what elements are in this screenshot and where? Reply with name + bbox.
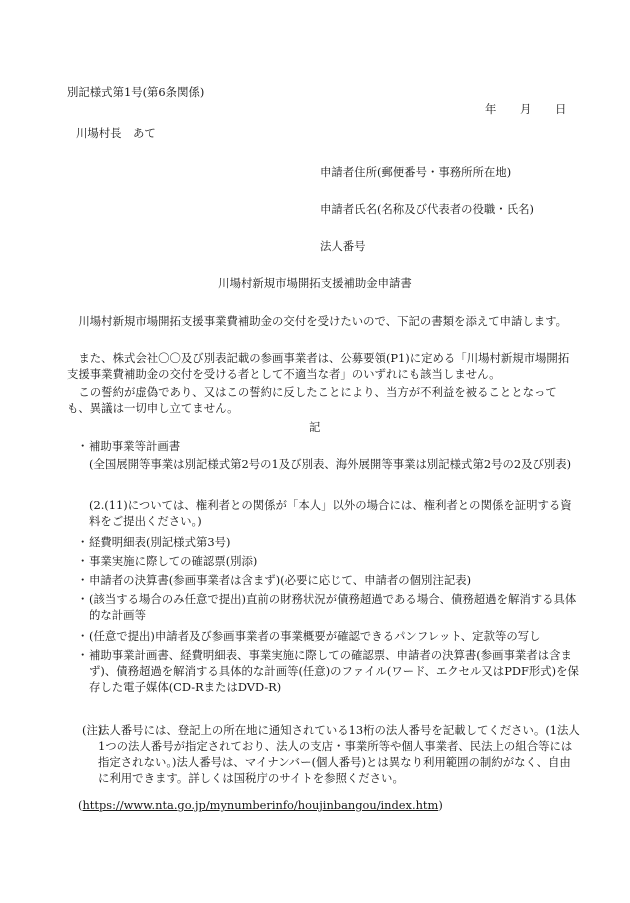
ki-heading: 記 [309, 420, 321, 434]
list-item-text: 補助事業計画書、経費明細表、事業実施に際しての確認票、申請者の決算書(参画事業者は含まず)、債務超過を解消する具体的な計画等(任意)のファイル(ワード、エクセル又はPDF形式)を保存した電子媒体(CD-RまたはDVD-R) [89, 648, 579, 694]
list-subitem: (2.(11)については、権利者との関係が「本人」以外の場合には、権利者との関係を証明する資料をご提出ください。) [89, 498, 572, 528]
pledge-paragraph: また、株式会社〇〇及び別表記載の参画事業者は、公募要領(P1)に定める「川場村新規市場開拓支援事業費補助金の交付を受ける者として不適当な者」のいずれにも該当しません。 [67, 351, 570, 381]
corporate-number-label: 法人番号 [320, 239, 366, 253]
list-item-text: 補助事業等計画書 [89, 439, 181, 453]
date-year: 年 [485, 102, 497, 116]
url-open-paren: ( [78, 798, 83, 812]
nta-url-link[interactable]: https://www.nta.go.jp/mynumberinfo/houjinbangou/index.htm [82, 798, 439, 812]
bullet-mark: ・ [77, 439, 89, 453]
form-label: 別記様式第1号(第6条関係) [67, 85, 205, 99]
date-day: 日 [555, 102, 567, 116]
document-title: 川場村新規市場開拓支援補助金申請書 [218, 276, 412, 290]
list-item [77, 534, 582, 550]
note-lead: (注) [82, 723, 103, 737]
note-text: 法人番号には、登記上の所在地に通知されている13桁の法人番号を記載してください。(1法人1つの法人番号が指定されており、法人の支店・事業所等や個人事業者、民法上の組合等には指定されない。)法人番号は、マイナンバー(個人番号)とは異なり利用範囲の制約がなく、自由に利用できます。詳しくは国税庁のサイトを参照ください。 [98, 723, 580, 785]
applicant-address-label: 申請者住所(郵便番号・事務所所在地) [320, 165, 512, 179]
intro-paragraph: 川場村新規市場開拓支援事業費補助金の交付を受けたいので、下記の書類を添えて申請します。 [78, 314, 568, 328]
list-item-text: (任意で提出)申請者及び参画事業者の事業概要が確認できるパンフレット、定款等の写し [89, 629, 541, 643]
pledge-paragraph-2: この誓約が虚偽であり、又はこの誓約に反したことにより、当方が不利益を被ることとなっても、異議は一切申し立てません。 [67, 385, 557, 415]
list-item-text: 経費明細表(別記様式第3号) [89, 535, 231, 549]
list-subitem: (全国展開等事業は別記様式第2号の1及び別表、海外展開等事業は別記様式第2号の2及び別表) [89, 457, 572, 471]
list-item [77, 438, 582, 454]
list-item [77, 591, 582, 623]
list-item-text: (該当する場合のみ任意で提出)直前の財務状況が債務超過である場合、債務超過を解消する具体的な計画等 [89, 592, 577, 622]
applicant-name-label: 申請者氏名(名称及び代表者の役職・氏名) [320, 202, 534, 216]
bullet-mark: ・ [77, 535, 89, 549]
url-close-paren: ) [438, 798, 443, 812]
list-item [77, 647, 582, 695]
bullet-mark: ・ [77, 573, 89, 587]
addressee: 川場村長 あて [76, 126, 156, 140]
list-item-text: 申請者の決算書(参画事業者は含まず)(必要に応じて、申請者の個別注記表) [89, 573, 472, 587]
list-item-text: 事業実施に際しての確認票(別添) [89, 554, 258, 568]
list-item [77, 628, 582, 644]
list-item [77, 572, 582, 588]
note-block [82, 722, 580, 786]
reference-url-line [78, 797, 443, 813]
bullet-mark: ・ [77, 592, 89, 606]
list-item [77, 553, 582, 569]
bullet-mark: ・ [77, 629, 89, 643]
bullet-mark: ・ [77, 554, 89, 568]
bullet-mark: ・ [77, 648, 89, 662]
date-month: 月 [520, 102, 532, 116]
